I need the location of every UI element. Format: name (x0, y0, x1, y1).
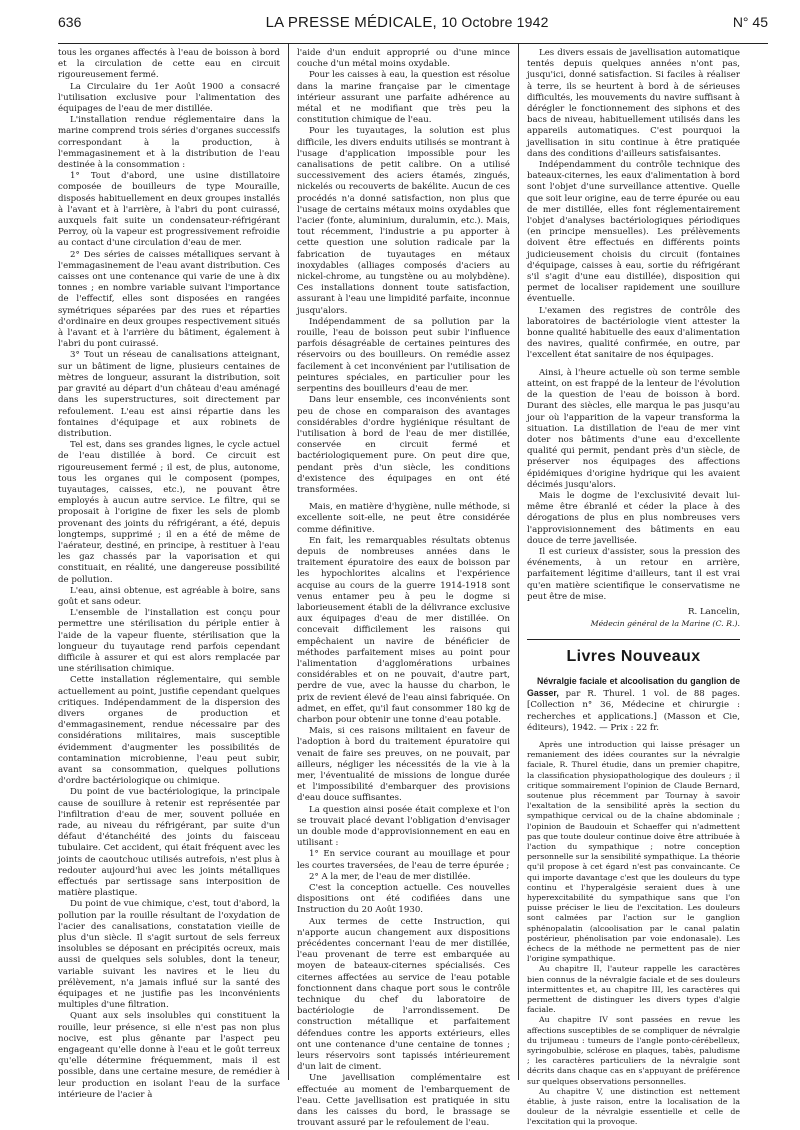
review-paragraph: Au chapitre II, l'auteur rappelle les caractères bien connus de la névralgie faciale et de ses douleurs intermittentes et, au chapitre III, les caractères qui permettent de distinguer les divers types d'algie faciale. (527, 964, 740, 1015)
issue-date: 10 Octobre 1942 (441, 14, 549, 30)
paragraph: C'est la conception actuelle. Ces nouvelles dispositions ont été codifiées dans une Instruction du 20 Août 1930. (297, 883, 510, 916)
paragraph: L'ensemble de l'installation est conçu pour permettre une stérilisation du périple entier à l'aide de la vapeur fluente, stérilisation que la longueur du tuyautage rend parfois cependant difficile à assurer et qui est alors remplacée par une stérilisation chimique. (58, 608, 280, 675)
paragraph: Mais, en matière d'hygiène, nulle méthode, si excellente soit-elle, ne peut être considérée comme définitive. (297, 502, 510, 535)
book-review (527, 740, 740, 1128)
paragraph: 1° Tout d'abord, une usine distillatoire composée de bouilleurs de type Mouraille, disposés habituellement en deux groupes installés à l'avant et à l'arrière, à l'abri du pont cuirassé, auxquels fait suite un condensateur-réfrigérant Perroy, où la vapeur est progressivement refroidie au contact d'une circulation d'eau de mer. (58, 171, 280, 249)
column-1 (58, 44, 288, 1100)
paragraph: Quant aux sels insolubles qui constituent la rouille, leur présence, si elle n'est pas non plus nocive, est plus gênante par l'aspect peu engageant qu'elle donne à l'eau et le goût terreux qu'elle détermine fréquemment, mais il est possible, dans une certaine mesure, de remédier à leur production en isolant l'eau de la surface intérieure de l'acier à (58, 1011, 280, 1100)
paragraph: Une javellisation complémentaire est effectuée au moment de l'embarquement de l'eau. Cette javellisation est pratiquée in situ dans les caisses du bord, le brassage se trouvant assuré par le refoulement de l'eau. (297, 1073, 510, 1129)
review-paragraph: Au chapitre V, une distinction est nettement établie, à juste raison, entre la localisation de la douleur de la névralgie essentielle et celle de l'excitation qui la provoque. (527, 1086, 740, 1127)
paragraph: La question ainsi posée était complexe et l'on se trouvait placé devant l'obligation d'envisager un double mode d'approvisionnement en eau en utilisant : (297, 804, 510, 849)
issue-number: N° 45 (732, 14, 768, 30)
paragraph: En fait, les remarquables résultats obtenus depuis de nombreuses années dans le traitement épuratoire des eaux de boisson par les hypochlorites alcalins et l'expérience acquise au cours de la guerre 1914-1918 sont venus entamer peu à peu le dogme si laborieusement établi de la délivrance exclusive aux équipages d'eau de mer distillée. On concevait difficilement les raisons qui empêchaient un navire de bénéficier de méthodes parfaitement mises au point pour l'alimentation d'agglomérations urbaines considérables et on ne pouvait, d'autre part, perdre de vue, avec la hausse du charbon, le prix de revient élevé de l'eau ainsi fabriquée. On admet, en effet, qu'il faut consommer 180 kg de charbon pour obtenir une tonne d'eau potable. (297, 535, 510, 725)
section-divider (527, 639, 740, 640)
paragraph: Indépendamment du contrôle technique des bateaux-citernes, les eaux d'alimentation à bord sont l'objet d'une surveillance attentive. Quelle que soit leur origine, eau de terre épurée ou eau de mer distillée, elles font réglementairement l'objet d'analyses bactériologiques périodiques (en principe mensuelles). Les prélèvements doivent être effectués en différents points judicieusement choisis du circuit (fontaines d'équipage, caisses à eau, sortie du réfrigérant s'il s'agit d'une eau distillée), disposition qui permet de localiser rapidement une souillure éventuelle. (527, 160, 740, 305)
column-2 (288, 44, 518, 1129)
paragraph: Il est curieux d'assister, sous la pression des événements, à un retour en arrière, parfaitement légitime d'ailleurs, tant il est vrai qu'en matière scientifique le conservatisme ne peut être de mise. (527, 546, 740, 602)
paragraph: tous les organes affectés à l'eau de boisson à bord et la circulation de cette eau en circuit rigoureusement fermé. (58, 48, 280, 81)
journal-name: LA PRESSE MÉDICALE, (265, 14, 437, 31)
signature (527, 607, 740, 629)
paragraph: Cette installation réglementaire, qui semble actuellement au point, justifie cependant quelques critiques. Indépendamment de la dispersion des divers organes de production et d'emmagasinement, rendue nécessaire par des considérations militaires, mais susceptible évidemment d'augmenter les possibilités de contamination microbienne, l'eau peut subir, avant sa consommation, quelques pollutions d'ordre bactériologique ou chimique. (58, 675, 280, 787)
author-name: R. Lancelin, (688, 606, 740, 617)
paragraph: L'installation rendue réglementaire dans la marine comprend trois séries d'organes successifs correspondant à la production, à l'emmagasinement et à la distribution de l'eau destinée à la consommation : (58, 115, 280, 171)
paragraph: Indépendamment de sa pollution par la rouille, l'eau de boisson peut subir l'influence parfois désagréable de certaines peintures des réservoirs ou des bouilleurs. On remédie assez facilement à cet inconvénient par l'utilisation de peintures spéciales, en particulier pour les serpentins des bouilleurs d'eau de mer. (297, 316, 510, 395)
article-columns (58, 44, 768, 1129)
paragraph: 1° En service courant au mouillage et pour les courtes traversées, de l'eau de terre épurée ; (297, 849, 510, 871)
journal-title (266, 14, 549, 31)
book-title: Névralgie faciale et alcoolisation du ganglion de Gasser, (527, 675, 740, 699)
paragraph: Du point de vue chimique, c'est, tout d'abord, la pollution par la rouille résultant de l'oxydation de l'acier des canalisations, constatation vieille de plus d'un siècle. Il s'agit surtout de sels ferreux insolubles se déposant en précipités ocreux, mais aussi de quelques sels solubles, dont la teneur, variable suivant les navires et le lieu du prélèvement, n'a jamais influé sur la santé des équipages et ne justifie pas les inconvénients multiples d'une filtration. (58, 899, 280, 1011)
paragraph: 2° Des séries de caisses métalliques servant à l'emmagasinement de l'eau avant distribution. Ces caisses ont une contenance qui varie de une à dix tonnes ; en nombre variable suivant l'importance de l'effectif, elles sont disposées en rangées symétriques séparées par des rues et réparties d'ordinaire en deux groupes respectivement situés à l'avant et à l'arrière du bâtiment, également à l'abri du pont cuirassé. (58, 249, 280, 350)
book-entry-header (527, 676, 740, 734)
paragraph: Mais, si ces raisons militaient en faveur de l'adoption à bord du traitement épuratoire qui venait de faire ses preuves, on ne pouvait, par ailleurs, négliger les nécessités de la vie à la mer, l'éventualité de missions de longue durée et l'impossibilité d'embarquer des provisions d'eau douce suffisantes. (297, 726, 510, 804)
paragraph: Tel est, dans ses grandes lignes, le cycle actuel de l'eau distillée à bord. Ce circuit est rigoureusement fermé ; il est, de plus, autonome, tous les organes qui le composent (pompes, tuyautages, caisses, etc.), ne pouvant être employés à aucun autre service. Le filtre, qui se proposait à l'origine de fixer les sels de plomb provenant des joints du réfrigérant, a été, depuis longtemps, supprimé ; il en a été de même de l'aérateur, destiné, en principe, à restituer à l'eau les gaz chassés par la vaporisation et qui constituait, en réalité, une dangereuse possibilité de pollution. (58, 440, 280, 585)
column-3-body (527, 48, 740, 603)
paragraph: Dans leur ensemble, ces inconvénients sont peu de chose en comparaison des avantages considérables d'ordre hygiénique résultant de l'utilisation à bord de l'eau de mer distillée, conservée en circuit fermé et bactériologiquement pure. On peut dire que, pendant près d'un siècle, les conditions d'existence des équipages en ont été transformées. (297, 395, 510, 495)
running-header (58, 14, 768, 44)
books-section-title: Livres Nouveaux (566, 647, 701, 665)
paragraph: Aux termes de cette Instruction, qui n'apporte aucun changement aux dispositions précédentes concernant l'eau de mer distillée, l'eau provenant de terre est embarquée au moyen de bateaux-citernes spécialisés. Ces citernes affectées au service de l'eau potable fonctionnent dans chaque port sous le contrôle technique du chef du laboratoire de bactériologie de l'arrondissement. De construction métallique et parfaitement défendues contre les apports extérieurs, elles ont une contenance d'une centaine de tonnes ; leurs réservoirs sont tapissés intérieurement d'un lait de ciment. (297, 916, 510, 1073)
column-3 (518, 44, 748, 1127)
book-details: par R. Thurel. 1 vol. de 88 pages. [Collection n° 36, Médecine et chirurgie : recherches et applications.] (Masson et Cie, éditeurs), 1942. — Prix : 22 fr. (527, 689, 740, 733)
author-role: Médecin général de la Marine (C. R.). (590, 618, 740, 628)
page-number: 636 (58, 14, 82, 30)
paragraph: 3° Tout un réseau de canalisations atteignant, sur un bâtiment de ligne, plusieurs centaines de mètres de longueur, assurant la distribution, soit par gravité au départ d'un château d'eau aménagé dans les superstructures, soit directement par refoulement. L'eau est ainsi répartie dans les fontaines d'équipage et aux robinets de distribution. (58, 350, 280, 439)
paragraph: La Circulaire du 1er Août 1900 a consacré l'utilisation exclusive pour l'alimentation des équipages de l'eau de mer distillée. (58, 81, 280, 115)
paragraph: Ainsi, à l'heure actuelle où son terme semble atteint, on est frappé de la lenteur de l'évolution de la question de l'eau de boisson à bord. Durant des siècles, elle marqua le pas jusqu'au jour où l'apparition de la vapeur transforma la situation. La distillation de l'eau de mer vint doter nos bâtiments d'une eau d'excellente qualité qui permit, pendant près d'un siècle, de préserver nos équipages des affections épidémiques d'origine hydrique qui les avaient décimés jusqu'alors. (527, 367, 740, 490)
paragraph: 2° A la mer, de l'eau de mer distillée. (309, 871, 471, 882)
paragraph: L'eau, ainsi obtenue, est agréable à boire, sans goût et sans odeur. (58, 585, 280, 607)
review-paragraph: Au chapitre IV sont passées en revue les affections susceptibles de se compliquer de névralgie du trijumeau : tumeurs de l'angle ponto-cérébelleux, syringobulbie, sclérose en plaques, tabès, paludisme ; les caractères particuliers de la névralgie sont décrits dans chaque cas en s'appuyant de préférence sur quelques observations personnelles. (527, 1015, 740, 1086)
paragraph: Pour les caisses à eau, la question est résolue dans la marine française par le cimentage intérieur assurant une parfaite adhérence au métal et ne modifiant que très peu la constitution chimique de l'eau. (297, 70, 510, 126)
paragraph: Les divers essais de javellisation automatique tentés depuis quelques années n'ont pas, jusqu'ici, donné satisfaction. Si faciles à réaliser à terre, ils se heurtent à bord à de sérieuses difficultés, les mouvements du navire suffisant à dérégler le fonctionnement des siphons et des bacs de niveau, habituellement utilisés dans les appareils automatiques. C'est pourquoi la javellisation in situ continue à être pratiquée dans des conditions d'ailleurs satisfaisantes. (527, 48, 740, 159)
review-paragraph: Après une introduction qui laisse présager un remaniement des idées courantes sur la névralgie faciale, R. Thurel étudie, dans un premier chapitre, la classification physiopathologique des douleurs ; il critique sommairement l'opinion de Claude Bernard, soutenue plus récemment par Tournay à savoir l'exaltation de la sensibilité après la section du sympathique cervical ou de la chaîne abdominale ; l'opinion de Baudouin et Schaeffer qui n'admettent pas que toute douleur continue doive être attribuée à l'action du sympathique ; notre conception personnelle sur la sensibilité sympathique. La théorie qu'il propose à cet égard n'est pas convaincante. Ce qui importe davantage c'est que les douleurs du type continu et l'hyperalgésie seraient dues à une hyperexcitabilité du sympathique sans que l'on puisse préciser le lieu de l'excitation. Les douleurs sont calmées par l'action sur le ganglion sphénopalatin (alcoolisation par le canal palatin postérieur, phénolisation par voie endonasale). Les échecs de la méthode ne permettent pas de nier l'origine sympathique. (527, 739, 740, 964)
paragraph: l'aide d'un enduit approprié ou d'une mince couche d'un métal moins oxydable. (297, 48, 510, 70)
paragraph: Mais le dogme de l'exclusivité devait lui-même être ébranlé et céder la place à des dérogations de plus en plus nombreuses vers l'approvisionnement des bâtiments en eau douce de terre javellisée. (527, 490, 740, 546)
paragraph: Pour les tuyautages, la solution est plus difficile, les divers enduits utilisés se montrant à l'usage d'application impossible pour les canalisations de petit calibre. On a utilisé successivement des aciers étamés, zingués, nickelés ou recouverts de bakélite. Aucun de ces procédés n'a donné satisfaction, non plus que l'usage de certains métaux moins oxydables que l'acier (fonte, aluminium, duralumin, etc.). Mais, tout récemment, l'industrie a pu apporter à cette question une solution radicale par la fabrication de tuyautages en métaux inoxydables (alliages composés d'aciers au nickel-chrome, au tungstène ou au molybdène). Ces installations donnent toute satisfaction, assurant à l'eau une limpidité parfaite, inconnue jusqu'alors. (297, 126, 510, 316)
paragraph: L'examen des registres de contrôle des laboratoires de bactériologie vient attester la bonne qualité habituelle des eaux d'alimentation des navires, qualité confirmée, en outre, par l'excellent état sanitaire de nos équipages. (527, 305, 740, 361)
paragraph: Du point de vue bactériologique, la principale cause de souillure à retenir est représentée par l'infiltration d'eau de mer, souvent polluée en rade, au niveau du réfrigérant, par suite d'un défaut d'étanchéité des joints du faisceau tubulaire. Cet accident, qui était fréquent avec les joints de caoutchouc utilisés autrefois, n'est plus à redouter aujourd'hui avec les joints métalliques effectués par sertissage sans interposition de matière plastique. (58, 787, 280, 899)
